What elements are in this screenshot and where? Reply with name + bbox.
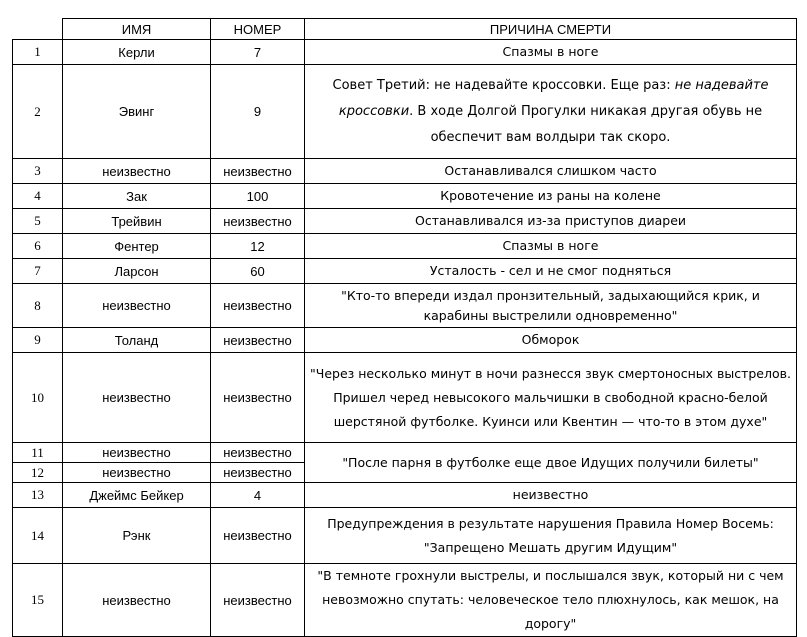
row-name: Ларсон	[63, 259, 211, 284]
row-name: Рэнк	[63, 508, 211, 564]
table-row	[13, 159, 797, 184]
row-index: 15	[13, 564, 63, 637]
row-cause: Обморок	[305, 328, 797, 353]
row-index: 12	[13, 463, 63, 483]
row-name: неизвестно	[63, 159, 211, 184]
row-name: Керли	[63, 40, 211, 65]
row-name: Трейвин	[63, 209, 211, 234]
row-index: 13	[13, 483, 63, 508]
table-row	[13, 234, 797, 259]
row-cause: Кровотечение из раны на колене	[305, 184, 797, 209]
row-index: 10	[13, 353, 63, 443]
row-number: неизвестно	[211, 443, 305, 463]
row-index: 8	[13, 284, 63, 328]
header-name: ИМЯ	[63, 19, 211, 40]
row-cause: "После парня в футболке еще двое Идущих получили билеты"	[305, 443, 797, 483]
row-number: 60	[211, 259, 305, 284]
header-blank	[13, 19, 63, 40]
row-name: Джеймс Бейкер	[63, 483, 211, 508]
row-name: неизвестно	[63, 353, 211, 443]
row-number: 12	[211, 234, 305, 259]
row-name: Эвинг	[63, 65, 211, 159]
row-index: 3	[13, 159, 63, 184]
row-number: 4	[211, 483, 305, 508]
row-number: 100	[211, 184, 305, 209]
table-row	[13, 40, 797, 65]
row-name: неизвестно	[63, 443, 211, 463]
row-name: Толанд	[63, 328, 211, 353]
row-index: 6	[13, 234, 63, 259]
cause-text: . В ходе Долгой Прогулки никакая другая обувь не обеспечит вам волдыри так скоро.	[409, 103, 763, 145]
row-index: 7	[13, 259, 63, 284]
header-number: НОМЕР	[211, 19, 305, 40]
table-row	[13, 284, 797, 328]
row-cause: Усталость - сел и не смог подняться	[305, 259, 797, 284]
row-cause	[305, 508, 797, 564]
row-number: 9	[211, 65, 305, 159]
row-name: неизвестно	[63, 463, 211, 483]
table-row	[13, 209, 797, 234]
deaths-table	[12, 18, 797, 637]
row-number: неизвестно	[211, 508, 305, 564]
row-cause: "В темноте грохнули выстрелы, и послышался звук, который ни с чем невозможно спутать: человеческое тело плюхнулось, как мешок, на дорогу"	[305, 564, 797, 637]
row-cause: "Кто-то впереди издал пронзительный, задыхающийся крик, и карабины выстрелили одновременно"	[305, 284, 797, 328]
cause-text: Совет Третий: не надевайте кроссовки. Еще раз:	[332, 77, 675, 93]
row-cause: Останавливался слишком часто	[305, 159, 797, 184]
row-number: неизвестно	[211, 209, 305, 234]
row-number: неизвестно	[211, 159, 305, 184]
row-index: 5	[13, 209, 63, 234]
table-row	[13, 259, 797, 284]
row-number: неизвестно	[211, 353, 305, 443]
row-name: Фентер	[63, 234, 211, 259]
cause-line: Предупреждения в результате нарушения Правила Номер Восемь:	[327, 515, 774, 531]
row-number: неизвестно	[211, 284, 305, 328]
row-name: неизвестно	[63, 564, 211, 637]
row-name: Зак	[63, 184, 211, 209]
cause-emphasis: не надевайте кроссовки	[338, 77, 769, 119]
table-row	[13, 564, 797, 637]
row-number: неизвестно	[211, 564, 305, 637]
table-row	[13, 508, 797, 564]
row-index: 9	[13, 328, 63, 353]
row-cause: Спазмы в ноге	[305, 40, 797, 65]
row-cause: Останавливался из-за приступов диареи	[305, 209, 797, 234]
row-index: 11	[13, 443, 63, 463]
table-row	[13, 443, 797, 463]
table-row	[13, 353, 797, 443]
row-index: 1	[13, 40, 63, 65]
row-cause: Спазмы в ноге	[305, 234, 797, 259]
row-cause: неизвестно	[305, 483, 797, 508]
row-number: неизвестно	[211, 463, 305, 483]
row-name: неизвестно	[63, 284, 211, 328]
row-index: 2	[13, 65, 63, 159]
row-index: 4	[13, 184, 63, 209]
row-index: 14	[13, 508, 63, 564]
table-row	[13, 65, 797, 159]
table-row	[13, 328, 797, 353]
row-cause	[305, 65, 797, 159]
cause-line: "Запрещено Мешать другим Идущим"	[423, 539, 678, 555]
row-number: 7	[211, 40, 305, 65]
row-cause: "Через несколько минут в ночи разнесся звук смертоносных выстрелов. Пришел черед невысокого мальчишки в свободной красно-белой шерстяной футболке. Куинси или Квентин — что-то в этом духе"	[305, 353, 797, 443]
header-row	[13, 19, 797, 40]
table-row	[13, 483, 797, 508]
table-row	[13, 184, 797, 209]
row-number: неизвестно	[211, 328, 305, 353]
header-cause: ПРИЧИНА СМЕРТИ	[305, 19, 797, 40]
